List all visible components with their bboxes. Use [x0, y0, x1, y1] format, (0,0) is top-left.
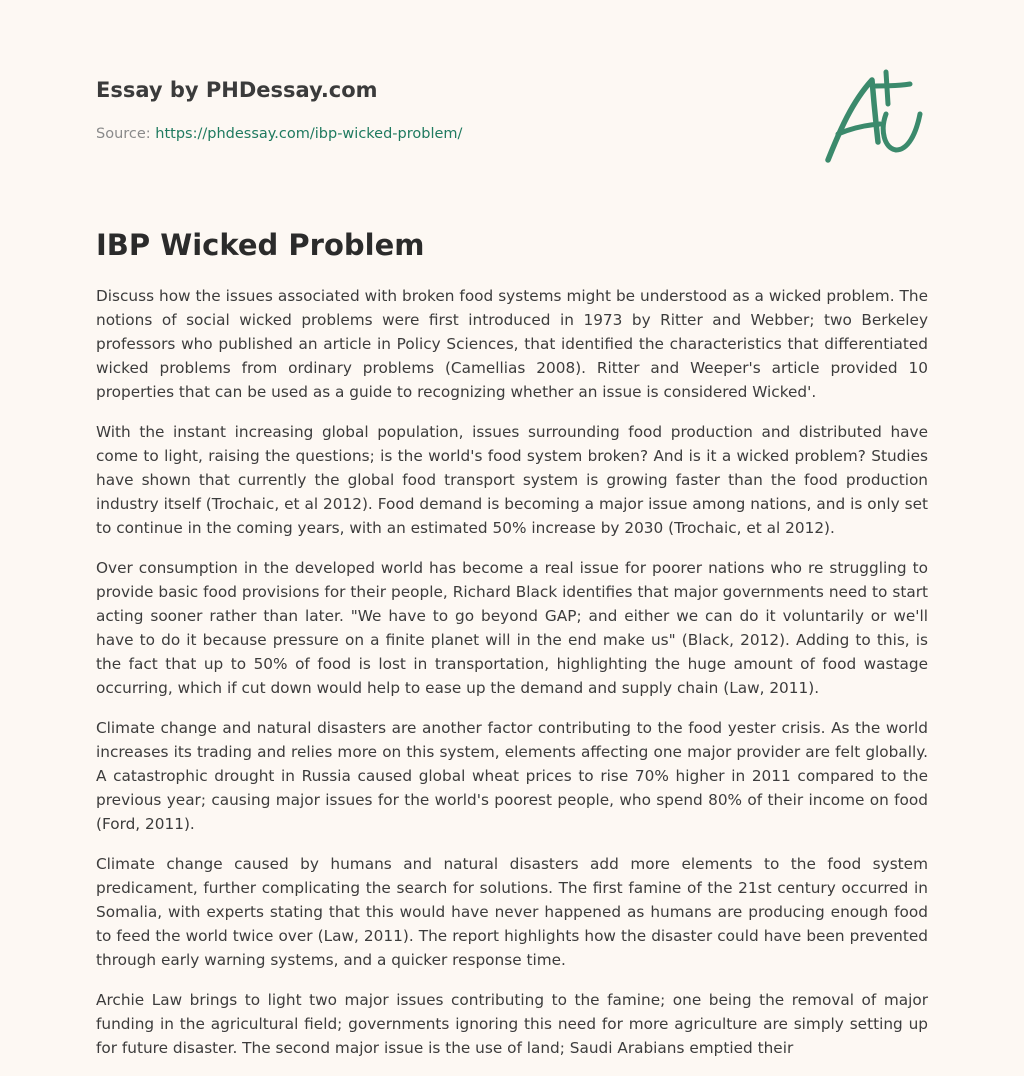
- a-plus-logo: [818, 64, 930, 168]
- article-body: [96, 284, 928, 1076]
- article-title: IBP Wicked Problem: [96, 228, 425, 262]
- paragraph: Climate change caused by humans and natural disasters add more elements to the food system predicament, further complicating the search for solutions. The first famine of the 21st century occurred in Somalia, with experts stating that this would have never happened as humans are producing enough food to feed the world twice over (Law, 2011). The report highlights how the disaster could have been prevented through early warning systems, and a quicker response time.: [96, 855, 928, 969]
- page-header: [96, 76, 928, 144]
- paragraph: Climate change and natural disasters are another factor contributing to the food yester crisis. As the world increases its trading and relies more on this system, elements affecting one major provider are felt globally. A catastrophic drought in Russia caused global wheat prices to rise 70% higher in 2011 compared to the previous year; causing major issues for the world's poorest people, who spend 80% of their income on food (Ford, 2011).: [96, 719, 928, 833]
- site-brand: Essay by PHDessay.com: [96, 78, 378, 102]
- paragraph: Over consumption in the developed world has become a real issue for poorer nations who re struggling to provide basic food provisions for their people, Richard Black identifies that major governments need to start acting sooner rather than later. "We have to go beyond GAP; and either we can do it voluntarily or we'll have to do it because pressure on a finite planet will in the end make us" (Black, 2012). Adding to this, is the fact that up to 50% of food is lost in transportation, highlighting the huge amount of food wastage occurring, which if cut down would help to ease up the demand and supply chain (Law, 2011).: [96, 559, 928, 697]
- paragraph: With the instant increasing global population, issues surrounding food production and distributed have come to light, raising the questions; is the world's food system broken? And is it a wicked problem? Studies have shown that currently the global food transport system is growing faster than the food production industry itself (Trochaic, et al 2012). Food demand is becoming a major issue among nations, and is only set to continue in the coming years, with an estimated 50% increase by 2030 (Trochaic, et al 2012).: [96, 423, 928, 537]
- paragraph: Archie Law brings to light two major issues contributing to the famine; one being the removal of major funding in the agricultural field; governments ignoring this need for more agriculture are simply setting up for future disaster. The second major issue is the use of land; Saudi Arabians emptied their: [96, 991, 928, 1057]
- source-label: Source:: [96, 126, 151, 142]
- paragraph: Discuss how the issues associated with broken food systems might be understood as a wicked problem. The notions of social wicked problems were first introduced in 1973 by Ritter and Webber; two Berkeley professors who published an article in Policy Sciences, that identified the characteristics that differentiated wicked problems from ordinary problems (Camellias 2008). Ritter and Weeper's article provided 10 properties that can be used as a guide to recognizing whether an issue is considered Wicked'.: [96, 287, 928, 401]
- source-link[interactable]: https://phdessay.com/ibp-wicked-problem/: [155, 126, 463, 142]
- a-plus-icon: [828, 72, 920, 160]
- source-line: [96, 124, 928, 144]
